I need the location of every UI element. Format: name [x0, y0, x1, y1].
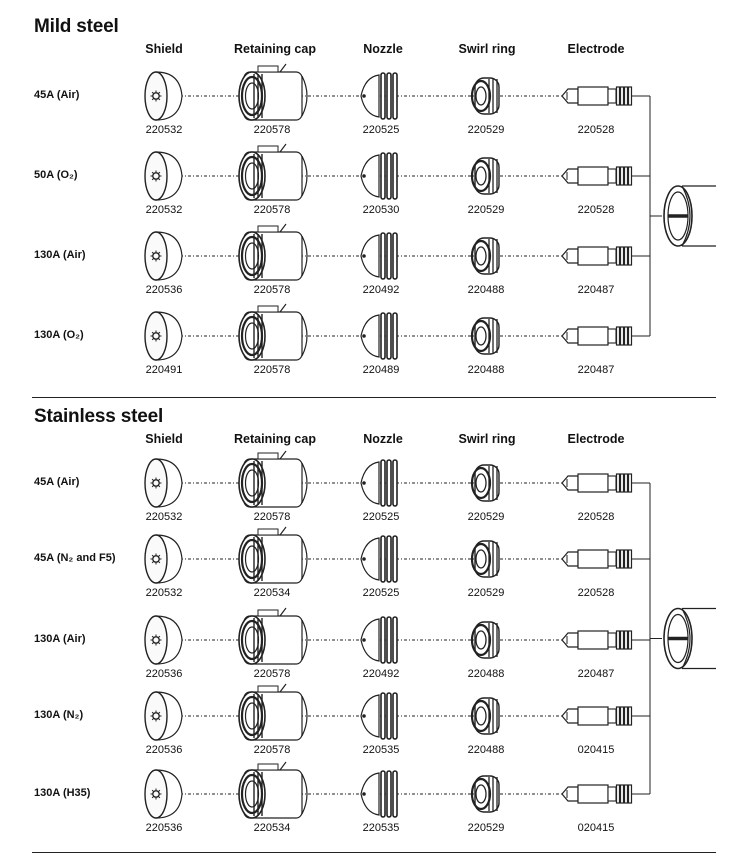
part-number-nozzle: 220525	[362, 511, 400, 523]
swirl-ring-part-icon	[472, 622, 499, 658]
part-row	[145, 144, 650, 200]
electrode-part-icon	[562, 474, 632, 492]
part-number-swirl-ring: 220488	[467, 744, 505, 756]
col-head-retaining-cap-1: Retaining cap	[234, 42, 316, 56]
swirl-ring-part-icon	[472, 465, 499, 501]
electrode-part-icon	[562, 631, 632, 649]
shield-part-icon	[145, 616, 182, 664]
shield-part-icon	[145, 770, 182, 818]
swirl-ring-part-icon	[472, 541, 499, 577]
nozzle-part-icon	[361, 693, 397, 739]
nozzle-part-icon	[361, 313, 397, 359]
retaining-cap-part-icon	[239, 451, 307, 507]
part-number-shield: 220536	[145, 822, 183, 834]
part-number-shield: 220491	[145, 364, 183, 376]
retaining-cap-part-icon	[239, 224, 307, 280]
part-number-retaining-cap: 220578	[253, 511, 291, 523]
swirl-ring-part-icon	[472, 776, 499, 812]
col-head-electrode-1: Electrode	[567, 42, 625, 56]
shield-part-icon	[145, 459, 182, 507]
part-number-electrode: 020415	[577, 822, 615, 834]
col-head-electrode-2: Electrode	[567, 432, 625, 446]
row-label: 45A (N₂ and F5)	[34, 552, 116, 564]
retaining-cap-part-icon	[239, 762, 307, 818]
swirl-ring-part-icon	[472, 698, 499, 734]
col-head-nozzle-1: Nozzle	[363, 42, 403, 56]
shield-part-icon	[145, 152, 182, 200]
section-drawing	[145, 451, 716, 818]
part-row	[145, 762, 650, 818]
part-number-shield: 220532	[145, 511, 183, 523]
electrode-part-icon	[562, 785, 632, 803]
part-number-shield: 220536	[145, 744, 183, 756]
swirl-ring-part-icon	[472, 238, 499, 274]
section-title-stainless-steel: Stainless steel	[34, 406, 164, 427]
shield-part-icon	[145, 535, 182, 583]
part-number-retaining-cap: 220578	[253, 204, 291, 216]
section-title-mild-steel: Mild steel	[34, 16, 119, 37]
torch-icon	[664, 609, 716, 669]
row-label: 130A (Air)	[34, 633, 86, 645]
part-number-nozzle: 220530	[362, 204, 400, 216]
part-number-shield: 220536	[145, 668, 183, 680]
section-drawing	[145, 64, 716, 360]
shield-part-icon	[145, 232, 182, 280]
part-number-nozzle: 220525	[362, 587, 400, 599]
nozzle-part-icon	[361, 460, 397, 506]
shield-part-icon	[145, 72, 182, 120]
shield-part-icon	[145, 312, 182, 360]
part-number-electrode: 020415	[577, 744, 615, 756]
part-number-nozzle: 220535	[362, 744, 400, 756]
part-number-shield: 220532	[145, 124, 183, 136]
nozzle-part-icon	[361, 153, 397, 199]
part-number-electrode: 220528	[577, 587, 615, 599]
row-label: 130A (O₂)	[34, 329, 84, 341]
row-label: 130A (N₂)	[34, 709, 84, 721]
row-label: 45A (Air)	[34, 89, 80, 101]
col-head-swirl-ring-2: Swirl ring	[458, 432, 516, 446]
part-number-electrode: 220487	[577, 364, 615, 376]
swirl-ring-part-icon	[472, 318, 499, 354]
nozzle-part-icon	[361, 233, 397, 279]
part-number-swirl-ring: 220488	[467, 668, 505, 680]
part-number-nozzle: 220535	[362, 822, 400, 834]
electrode-part-icon	[562, 327, 632, 345]
part-number-retaining-cap: 220578	[253, 668, 291, 680]
part-number-electrode: 220528	[577, 511, 615, 523]
part-number-swirl-ring: 220529	[467, 587, 505, 599]
row-label: 50A (O₂)	[34, 169, 78, 181]
part-row	[145, 608, 650, 664]
col-head-shield-2: Shield	[145, 432, 183, 446]
nozzle-part-icon	[361, 617, 397, 663]
col-head-swirl-ring-1: Swirl ring	[458, 42, 516, 56]
row-label: 130A (H35)	[34, 787, 91, 799]
part-number-swirl-ring: 220488	[467, 364, 505, 376]
col-head-shield-1: Shield	[145, 42, 183, 56]
part-number-retaining-cap: 220534	[253, 822, 291, 834]
part-number-retaining-cap: 220578	[253, 364, 291, 376]
part-number-shield: 220532	[145, 204, 183, 216]
part-number-shield: 220536	[145, 284, 183, 296]
part-number-electrode: 220528	[577, 204, 615, 216]
retaining-cap-part-icon	[239, 608, 307, 664]
electrode-part-icon	[562, 247, 632, 265]
row-label: 130A (Air)	[34, 249, 86, 261]
part-number-shield: 220532	[145, 587, 183, 599]
part-number-electrode: 220528	[577, 124, 615, 136]
retaining-cap-part-icon	[239, 64, 307, 120]
part-number-retaining-cap: 220578	[253, 284, 291, 296]
part-number-retaining-cap: 220534	[253, 587, 291, 599]
nozzle-part-icon	[361, 73, 397, 119]
retaining-cap-part-icon	[239, 144, 307, 200]
part-number-swirl-ring: 220488	[467, 284, 505, 296]
retaining-cap-part-icon	[239, 684, 307, 740]
part-row	[145, 64, 650, 120]
part-number-swirl-ring: 220529	[467, 124, 505, 136]
electrode-part-icon	[562, 87, 632, 105]
torch-icon	[664, 186, 716, 246]
part-number-nozzle: 220492	[362, 668, 400, 680]
nozzle-part-icon	[361, 771, 397, 817]
part-row	[145, 451, 650, 507]
part-number-electrode: 220487	[577, 668, 615, 680]
electrode-part-icon	[562, 550, 632, 568]
part-row	[145, 684, 650, 740]
part-number-nozzle: 220492	[362, 284, 400, 296]
col-head-retaining-cap-2: Retaining cap	[234, 432, 316, 446]
part-number-swirl-ring: 220529	[467, 511, 505, 523]
part-number-retaining-cap: 220578	[253, 744, 291, 756]
swirl-ring-part-icon	[472, 158, 499, 194]
shield-part-icon	[145, 692, 182, 740]
retaining-cap-part-icon	[239, 304, 307, 360]
part-row	[145, 224, 650, 280]
part-row	[145, 304, 650, 360]
electrode-part-icon	[562, 167, 632, 185]
row-label: 45A (Air)	[34, 476, 80, 488]
retaining-cap-part-icon	[239, 527, 307, 583]
nozzle-part-icon	[361, 536, 397, 582]
part-number-swirl-ring: 220529	[467, 204, 505, 216]
swirl-ring-part-icon	[472, 78, 499, 114]
part-number-electrode: 220487	[577, 284, 615, 296]
part-number-nozzle: 220525	[362, 124, 400, 136]
part-number-nozzle: 220489	[362, 364, 400, 376]
electrode-part-icon	[562, 707, 632, 725]
part-number-retaining-cap: 220578	[253, 124, 291, 136]
part-row	[145, 527, 650, 583]
part-number-swirl-ring: 220529	[467, 822, 505, 834]
col-head-nozzle-2: Nozzle	[363, 432, 403, 446]
